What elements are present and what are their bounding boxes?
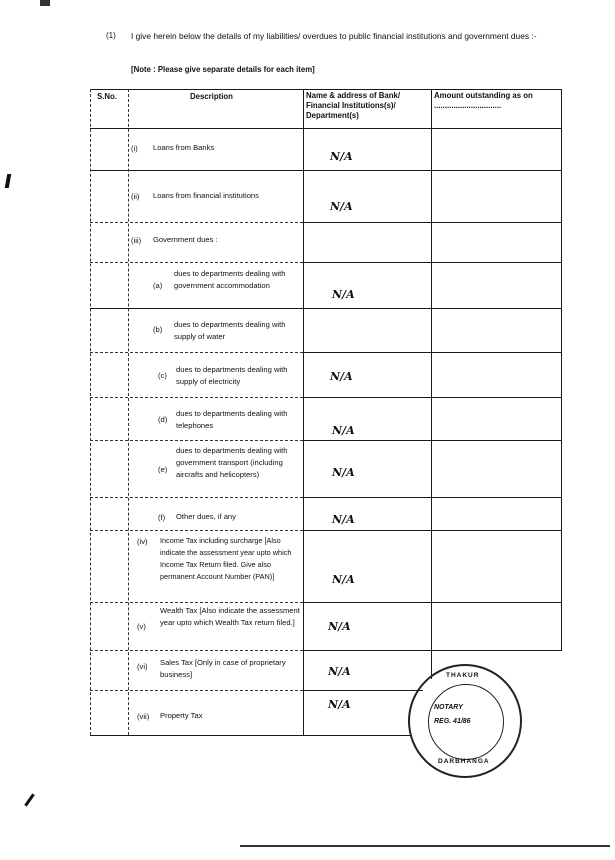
header-name-address: Name & address of Bank/ Financial Institutions(s)/ Department(s) — [306, 91, 401, 120]
row-label: (iv) — [137, 537, 148, 546]
row-label: (e) — [158, 465, 168, 474]
stamp-bottom-text: DARBHANGA — [438, 758, 490, 765]
notary-stamp — [408, 664, 522, 778]
row-description: Loans from financial institutions — [153, 191, 259, 200]
bottom-rule — [240, 845, 610, 847]
row-name-value: N/A — [328, 665, 351, 678]
row-name-value: N/A — [330, 150, 353, 163]
row-name-value: N/A — [332, 513, 355, 526]
intro-number: (1) — [106, 31, 116, 40]
row-description: Property Tax — [160, 711, 203, 720]
margin-mark — [5, 174, 11, 188]
scan-smudge — [40, 0, 50, 6]
row-label: (a) — [153, 281, 163, 290]
row-name-value: N/A — [332, 573, 355, 586]
row-name-value: N/A — [328, 698, 351, 711]
row-description: Other dues, if any — [176, 512, 236, 521]
row-description: Sales Tax [Only in case of proprietary business] — [160, 658, 286, 679]
pen-mark — [24, 793, 34, 806]
row-description: Wealth Tax [Also indicate the assessment year upto which Wealth Tax return filed.] — [160, 606, 300, 627]
row-label: (d) — [158, 415, 168, 424]
header-sno: S.No. — [97, 92, 117, 101]
row-label: (f) — [158, 513, 166, 522]
stamp-top-text: THAKUR — [446, 672, 480, 679]
row-description: Income Tax including surcharge [Also indicate the assessment year upto which Income Tax Return filed. Give also permanent Account Number (PAN)] — [160, 536, 292, 581]
row-label: (i) — [131, 144, 138, 153]
stamp-middle-text: REG. 41/86 — [434, 718, 471, 725]
row-description: dues to departments dealing with telephones — [176, 409, 288, 430]
row-description: dues to departments dealing with supply of electricity — [176, 365, 288, 386]
intro-text: I give herein below the details of my liabilities/ overdues to public financial institutions and government dues :- — [131, 31, 537, 41]
row-description: dues to departments dealing with government accommodation — [174, 269, 286, 290]
row-description: Government dues : — [153, 235, 218, 244]
stamp-middle-text: NOTARY — [434, 704, 463, 711]
row-name-value: N/A — [332, 466, 355, 479]
row-name-value: N/A — [328, 620, 351, 633]
row-description: dues to departments dealing with supply of water — [174, 320, 286, 341]
row-label: (v) — [137, 622, 146, 631]
row-label: (ii) — [131, 192, 140, 201]
row-description: dues to departments dealing with government transport (including aircrafts and helicopters) — [176, 446, 288, 479]
row-label: (b) — [153, 325, 163, 334]
row-label: (iii) — [131, 236, 142, 245]
row-description: Loans from Banks — [153, 143, 215, 152]
row-name-value: N/A — [330, 370, 353, 383]
row-name-value: N/A — [332, 424, 355, 437]
row-label: (vii) — [137, 712, 150, 721]
row-label: (vi) — [137, 662, 148, 671]
header-amount: Amount outstanding as on ............................... — [434, 91, 533, 110]
header-description: Description — [190, 92, 233, 101]
row-name-value: N/A — [332, 288, 355, 301]
row-label: (c) — [158, 371, 167, 380]
row-name-value: N/A — [330, 200, 353, 213]
note-text: [Note : Please give separate details for each item] — [131, 65, 315, 74]
